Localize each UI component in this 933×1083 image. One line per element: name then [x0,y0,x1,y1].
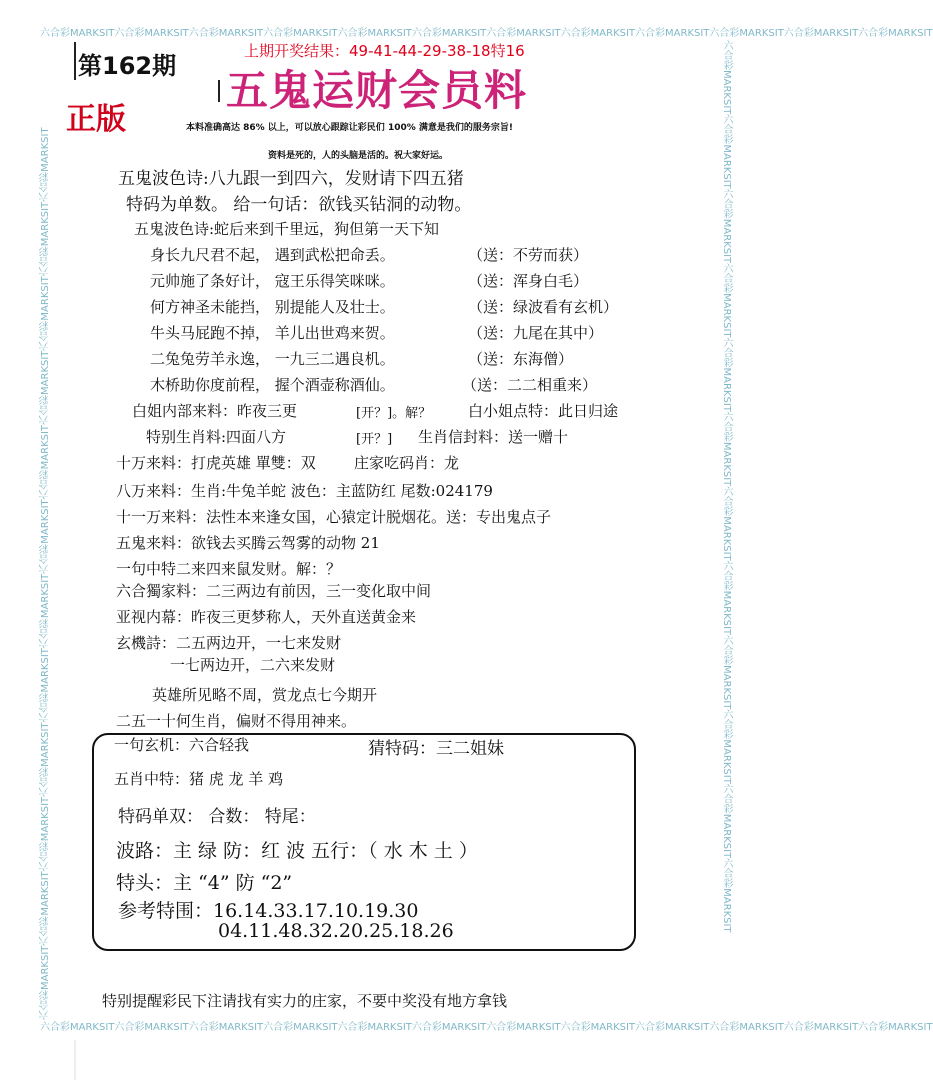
issue-number: 第162期 [78,52,177,80]
watermark-border-left: 六合彩MARKSIT六合彩MARKSIT六合彩MARKSIT六合彩MARKSIT六合彩MARKSIT六合彩MARKSIT六合彩MARKSIT六合彩MARKSIT六合彩MARKSIT六合彩MARKSIT六合彩MARKSIT六合彩MARKSIT [40,127,51,1020]
last-draw-result: 上期开奖结果：49-41-44-29-38-18特16 [244,42,525,60]
page-title: 五鬼运财会员料 [226,66,528,115]
subtitle-accuracy: 本料准确高达 86% 以上，可以放心跟踪让彩民们 100% 满意是我们的服务宗旨! [186,123,513,133]
liuhe-exclusive: 六合獨家料：二三两边有前因，三一变化取中间 [116,582,432,600]
shiwan-tip: 十万来料：打虎英雄 單雙：双 [116,454,316,472]
line-wugui-poem-1: 五鬼波色诗:八九跟一到四六，发财请下四五猪 [118,169,464,189]
xuanji-poem-1: 玄機詩：二五两边开，一七来发财 [116,634,342,652]
box-xuanji: 一句玄机：六合轻我 [114,736,250,754]
wugui-tip: 五鬼来料：欲钱去买腾云驾雾的动物 21 [116,534,380,552]
watermark-border-right: 六合彩MARKSIT六合彩MARKSIT六合彩MARKSIT六合彩MARKSIT六合彩MARKSIT六合彩MARKSIT六合彩MARKSIT六合彩MARKSIT六合彩MARKSIT六合彩MARKSIT六合彩MARKSIT六合彩MARKSIT [721,40,732,933]
verse-line-2: 元帅施了条好计， 寇王乐得笑咪咪。 [150,272,395,290]
atv-insider: 亚视内幕：昨夜三更梦称人，天外直送黄金来 [116,608,417,626]
verse-line-1: 身长九尺君不起， 遇到武松把命丢。 [150,246,395,264]
shiyiwan-tip: 十一万来料：法性本来逢女国，心猿定计脱烟花。送：专出鬼点子 [116,508,552,526]
line-wugui-poem-2: 五鬼波色诗:蛇后来到千里远，狗但第一天下知 [134,220,440,238]
genuine-label: 正版 [66,102,126,137]
box-five-zodiac: 五肖中特：猪 虎 龙 羊 鸡 [114,770,284,788]
subtitle-luck: 资料是死的，人的头脑是活的。祝大家好运。 [268,151,449,161]
zodiac-question: 二五一十何生肖，偏财不得用神来。 [116,712,357,730]
bawan-tip: 八万来料：生肖:牛兔羊蛇 波色：主蓝防红 尾数:024179 [116,482,493,500]
box-special-head: 特头：主 “4” 防 “2” [116,872,293,894]
one-sentence-tip: 一句中特二来四来鼠发财。解：？ [116,560,342,578]
zodiac-envelope: 生肖信封料：送一赠十 [418,428,569,446]
box-odd-even: 特码单双： 合数： 特尾： [118,807,316,827]
verse-gift-6: （送：二二相重来） [462,376,598,394]
corner-mark [74,1040,76,1080]
xuanji-poem-2: 一七两边开，二六来发财 [170,656,336,674]
verse-line-5: 二兔兔劳羊永逸， 一九三二遇良机。 [150,350,395,368]
verse-line-3: 何方神圣未能挡， 别提能人及壮士。 [150,298,395,316]
watermark-border-bottom: 六合彩MARKSIT六合彩MARKSIT六合彩MARKSIT六合彩MARKSIT六合彩MARKSIT六合彩MARKSIT六合彩MARKSIT六合彩MARKSIT六合彩MARKSIT六合彩MARKSIT六合彩MARKSIT六合彩MARKSIT [40,1022,933,1033]
box-color-wave: 波路：主 绿 防：红 波 五行：（ 水 木 土 ） [116,840,478,862]
hero-line: 英雄所见略不周，赏龙点七今期开 [152,686,378,704]
special-zodiac: 特别生肖料:四面八方 [146,428,287,446]
box-reference-range-1: 参考特围：16.14.33.17.10.19.30 [118,900,419,922]
verse-gift-3: （送：绿波看有玄机） [468,298,619,316]
special-zodiac-open: [开？] [356,432,393,447]
dealer-zodiac: 庄家吃码肖：龙 [354,454,460,472]
footer-reminder: 特别提醒彩民下注请找有实力的庄家，不要中奖没有地方拿钱 [102,992,508,1010]
baijie-internal: 白姐内部来料：昨夜三更 [132,402,298,420]
verse-gift-4: （送：九尾在其中） [468,324,604,342]
box-guess-code: 猜特码：三二姐妹 [368,739,504,759]
verse-gift-5: （送：东海僧） [468,350,574,368]
watermark-border-top: 六合彩MARKSIT六合彩MARKSIT六合彩MARKSIT六合彩MARKSIT六合彩MARKSIT六合彩MARKSIT六合彩MARKSIT六合彩MARKSIT六合彩MARKSIT六合彩MARKSIT六合彩MARKSIT六合彩MARKSIT [40,28,933,39]
box-reference-range-2: 04.11.48.32.20.25.18.26 [218,920,454,942]
verse-line-4: 牛头马屁跑不掉， 羊儿出世鸡来贺。 [150,324,395,342]
baixiaojie-special: 白小姐点特：此日归途 [468,402,619,420]
title-bar [218,80,220,102]
verse-gift-1: （送：不劳而获） [468,246,589,264]
line-odd-number: 特码为单数。 给一句话：欲钱买钻洞的动物。 [126,195,472,215]
verse-gift-2: （送：浑身白毛） [468,272,589,290]
baijie-open: [开？]。解？ [356,406,432,421]
verse-line-6: 木桥助你度前程， 握个酒壶称酒仙。 [150,376,395,394]
